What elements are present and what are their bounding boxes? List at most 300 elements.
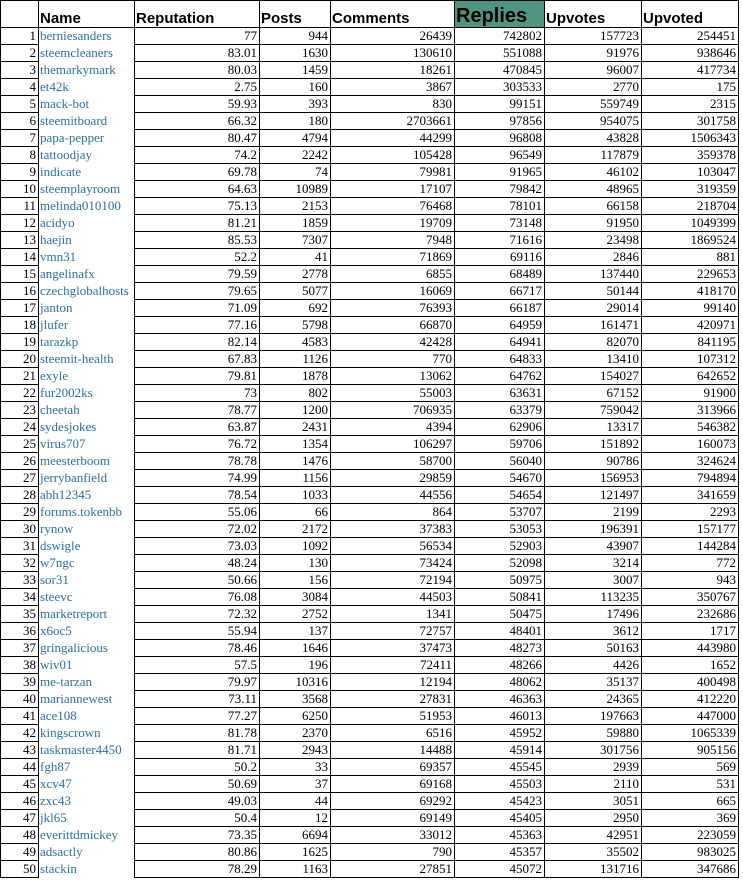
comments-cell: 69292 (331, 793, 455, 810)
user-name-link[interactable]: jkl65 (40, 810, 67, 825)
upvoted-cell: 369 (642, 810, 739, 827)
table-row (1, 181, 739, 198)
upvotes-cell: 117879 (545, 147, 642, 164)
reputation-cell: 79.97 (135, 674, 260, 691)
rank-cell: 50 (1, 861, 39, 878)
rank-cell: 24 (1, 419, 39, 436)
reputation-cell: 72.02 (135, 521, 260, 538)
user-name-link[interactable]: x6oc5 (40, 623, 72, 638)
user-name-link[interactable]: steemcleaners (40, 45, 113, 60)
reputation-cell: 85.53 (135, 232, 260, 249)
rank-cell: 18 (1, 317, 39, 334)
reputation-cell: 74.2 (135, 147, 260, 164)
table-row (1, 674, 739, 691)
table-row (1, 419, 739, 436)
posts-cell: 1878 (260, 368, 331, 385)
comments-cell: 37383 (331, 521, 455, 538)
rank-cell: 9 (1, 164, 39, 181)
rank-cell: 47 (1, 810, 39, 827)
comments-cell: 71869 (331, 249, 455, 266)
upvoted-cell: 157177 (642, 521, 739, 538)
reputation-cell: 80.03 (135, 62, 260, 79)
user-name-link[interactable]: kingscrown (40, 725, 101, 740)
upvoted-cell: 1717 (642, 623, 739, 640)
table-row (1, 96, 739, 113)
upvotes-cell: 3214 (545, 555, 642, 572)
replies-cell: 48062 (455, 674, 545, 691)
replies-cell: 69116 (455, 249, 545, 266)
table-row (1, 606, 739, 623)
user-name-link[interactable]: cheetah (40, 402, 80, 417)
upvoted-cell: 417734 (642, 62, 739, 79)
table-row (1, 759, 739, 776)
rank-cell: 35 (1, 606, 39, 623)
reputation-cell: 66.32 (135, 113, 260, 130)
upvotes-cell: 48965 (545, 181, 642, 198)
posts-cell: 1459 (260, 62, 331, 79)
comments-cell: 69168 (331, 776, 455, 793)
rank-cell: 19 (1, 334, 39, 351)
rank-cell: 8 (1, 147, 39, 164)
reputation-cell: 49.03 (135, 793, 260, 810)
reputation-cell: 81.71 (135, 742, 260, 759)
upvotes-cell: 154027 (545, 368, 642, 385)
upvotes-cell: 29014 (545, 300, 642, 317)
table-row (1, 232, 739, 249)
user-name-link[interactable]: sydesjokes (40, 419, 97, 434)
reputation-cell: 79.59 (135, 266, 260, 283)
table-row (1, 623, 739, 640)
user-name-link[interactable]: indicate (40, 164, 82, 179)
column-header-upvoted[interactable]: Upvoted (642, 1, 739, 28)
posts-cell: 393 (260, 96, 331, 113)
reputation-cell: 64.63 (135, 181, 260, 198)
rank-cell: 28 (1, 487, 39, 504)
replies-cell: 52098 (455, 555, 545, 572)
user-name-link[interactable]: steemitboard (40, 113, 108, 128)
posts-cell: 3568 (260, 691, 331, 708)
replies-cell: 45357 (455, 844, 545, 861)
user-name-link[interactable]: jlufer (40, 317, 69, 332)
reputation-cell: 79.65 (135, 283, 260, 300)
posts-cell: 1476 (260, 453, 331, 470)
reputation-cell: 81.21 (135, 215, 260, 232)
table-body (1, 28, 739, 878)
upvotes-cell: 2939 (545, 759, 642, 776)
posts-cell: 5798 (260, 317, 331, 334)
reputation-cell: 57.5 (135, 657, 260, 674)
rank-cell: 15 (1, 266, 39, 283)
reputation-cell: 78.78 (135, 453, 260, 470)
user-name-link[interactable]: dswigle (40, 538, 81, 553)
upvoted-cell: 1652 (642, 657, 739, 674)
upvotes-cell: 82070 (545, 334, 642, 351)
upvoted-cell: 772 (642, 555, 739, 572)
reputation-cell: 74.99 (135, 470, 260, 487)
reputation-cell: 77 (135, 28, 260, 45)
comments-cell: 706935 (331, 402, 455, 419)
upvoted-cell: 324624 (642, 453, 739, 470)
user-name-link[interactable]: steevc (40, 589, 73, 604)
upvoted-cell: 938646 (642, 45, 739, 62)
user-name-link[interactable]: taskmaster4450 (40, 742, 122, 757)
user-name-link[interactable]: mariannewest (40, 691, 113, 706)
user-name-link[interactable]: forums.tokenbb (40, 504, 122, 519)
upvoted-cell: 107312 (642, 351, 739, 368)
comments-cell: 130610 (331, 45, 455, 62)
replies-cell: 551088 (455, 45, 545, 62)
user-name-link[interactable]: sor31 (40, 572, 69, 587)
comments-cell: 69149 (331, 810, 455, 827)
table-row (1, 147, 739, 164)
user-name-link[interactable]: meesterboom (40, 453, 111, 468)
table-row (1, 283, 739, 300)
replies-cell: 46013 (455, 708, 545, 725)
comments-cell: 14488 (331, 742, 455, 759)
table-row (1, 249, 739, 266)
upvotes-cell: 559749 (545, 96, 642, 113)
posts-cell: 37 (260, 776, 331, 793)
posts-cell: 10989 (260, 181, 331, 198)
reputation-cell: 75.13 (135, 198, 260, 215)
posts-cell: 2172 (260, 521, 331, 538)
rank-cell: 46 (1, 793, 39, 810)
table-row (1, 351, 739, 368)
upvotes-cell: 43907 (545, 538, 642, 555)
replies-cell: 64833 (455, 351, 545, 368)
table-row (1, 45, 739, 62)
replies-cell: 50475 (455, 606, 545, 623)
replies-cell: 54654 (455, 487, 545, 504)
rank-cell: 49 (1, 844, 39, 861)
rank-cell: 26 (1, 453, 39, 470)
rank-cell: 3 (1, 62, 39, 79)
user-name-link[interactable]: acidyo (40, 215, 75, 230)
rank-cell: 33 (1, 572, 39, 589)
upvoted-cell: 99140 (642, 300, 739, 317)
column-header-replies-sorted[interactable]: Replies (455, 1, 545, 28)
user-name-link[interactable]: steemit-health (40, 351, 114, 366)
table-row (1, 198, 739, 215)
table-row (1, 521, 739, 538)
rank-cell: 6 (1, 113, 39, 130)
posts-cell: 944 (260, 28, 331, 45)
replies-cell: 97856 (455, 113, 545, 130)
posts-cell: 1092 (260, 538, 331, 555)
user-name-link[interactable]: rynow (40, 521, 74, 536)
replies-cell: 50975 (455, 572, 545, 589)
replies-cell: 742802 (455, 28, 545, 45)
upvotes-cell: 50163 (545, 640, 642, 657)
rank-cell: 25 (1, 436, 39, 453)
comments-cell: 106297 (331, 436, 455, 453)
user-name-link[interactable]: fgh87 (40, 759, 71, 774)
posts-cell: 41 (260, 249, 331, 266)
user-name-link[interactable]: papa-pepper (40, 130, 105, 145)
upvoted-cell: 359378 (642, 147, 739, 164)
user-name-link[interactable]: zxc43 (40, 793, 72, 808)
upvotes-cell: 24365 (545, 691, 642, 708)
user-name-link[interactable]: themarkymark (40, 62, 116, 77)
comments-cell: 18261 (331, 62, 455, 79)
replies-cell: 46363 (455, 691, 545, 708)
comments-cell: 16069 (331, 283, 455, 300)
upvoted-cell: 91900 (642, 385, 739, 402)
rank-cell: 42 (1, 725, 39, 742)
comments-cell: 76468 (331, 198, 455, 215)
reputation-cell: 48.24 (135, 555, 260, 572)
posts-cell: 1033 (260, 487, 331, 504)
upvotes-cell: 35137 (545, 674, 642, 691)
replies-cell: 68489 (455, 266, 545, 283)
posts-cell: 44 (260, 793, 331, 810)
column-header-reputation[interactable]: Reputation (135, 1, 260, 28)
comments-cell: 66870 (331, 317, 455, 334)
reputation-cell: 76.08 (135, 589, 260, 606)
user-name-link[interactable]: me-tarzan (40, 674, 92, 689)
comments-cell: 6855 (331, 266, 455, 283)
user-name-link[interactable]: ace108 (40, 708, 77, 723)
upvotes-cell: 4426 (545, 657, 642, 674)
reputation-cell: 55.06 (135, 504, 260, 521)
reputation-cell: 78.46 (135, 640, 260, 657)
comments-cell: 4394 (331, 419, 455, 436)
user-name-link[interactable]: angelinafx (40, 266, 95, 281)
rank-cell: 16 (1, 283, 39, 300)
posts-cell: 3084 (260, 589, 331, 606)
user-name-link[interactable]: wiv01 (40, 657, 73, 672)
posts-cell: 2943 (260, 742, 331, 759)
replies-cell: 56040 (455, 453, 545, 470)
user-name-link[interactable]: haejin (40, 232, 72, 247)
upvotes-cell: 91950 (545, 215, 642, 232)
rank-cell: 45 (1, 776, 39, 793)
replies-cell: 91965 (455, 164, 545, 181)
table-row (1, 640, 739, 657)
user-name-link[interactable]: marketreport (40, 606, 108, 621)
upvotes-cell: 90786 (545, 453, 642, 470)
upvoted-cell: 905156 (642, 742, 739, 759)
comments-cell: 72411 (331, 657, 455, 674)
table-row (1, 861, 739, 878)
user-name-link[interactable]: stackin (40, 861, 77, 876)
upvotes-cell: 50144 (545, 283, 642, 300)
posts-cell: 1163 (260, 861, 331, 878)
comments-cell: 69357 (331, 759, 455, 776)
upvotes-cell: 131716 (545, 861, 642, 878)
header-row (1, 1, 739, 28)
upvoted-cell: 1049399 (642, 215, 739, 232)
posts-cell: 692 (260, 300, 331, 317)
replies-cell: 45914 (455, 742, 545, 759)
upvotes-cell: 13317 (545, 419, 642, 436)
column-header-comments[interactable]: Comments (331, 1, 455, 28)
user-name-link[interactable]: steemplayroom (40, 181, 121, 196)
column-header-name[interactable]: Name (39, 1, 135, 28)
upvotes-cell: 2950 (545, 810, 642, 827)
user-name-link[interactable]: w7ngc (40, 555, 75, 570)
replies-cell: 48273 (455, 640, 545, 657)
upvotes-cell: 59880 (545, 725, 642, 742)
replies-cell: 96549 (455, 147, 545, 164)
upvotes-cell: 301756 (545, 742, 642, 759)
comments-cell: 44556 (331, 487, 455, 504)
upvotes-cell: 2770 (545, 79, 642, 96)
reputation-cell: 73.11 (135, 691, 260, 708)
comments-cell: 76393 (331, 300, 455, 317)
upvoted-cell: 443980 (642, 640, 739, 657)
upvoted-cell: 232686 (642, 606, 739, 623)
user-name-link[interactable]: berniesanders (40, 28, 112, 44)
reputation-cell: 2.75 (135, 79, 260, 96)
replies-cell: 64959 (455, 317, 545, 334)
reputation-cell: 50.2 (135, 759, 260, 776)
comments-cell: 790 (331, 844, 455, 861)
user-name-link[interactable]: fur2002ks (40, 385, 93, 400)
upvoted-cell: 350767 (642, 589, 739, 606)
upvotes-cell: 157723 (545, 28, 642, 45)
rank-cell: 5 (1, 96, 39, 113)
reputation-cell: 71.09 (135, 300, 260, 317)
posts-cell: 4583 (260, 334, 331, 351)
replies-cell: 63379 (455, 402, 545, 419)
user-name-link[interactable]: janton (40, 300, 73, 315)
rank-cell: 4 (1, 79, 39, 96)
upvoted-cell: 418170 (642, 283, 739, 300)
posts-cell: 10316 (260, 674, 331, 691)
replies-cell: 66187 (455, 300, 545, 317)
upvotes-cell: 3007 (545, 572, 642, 589)
reputation-cell: 80.86 (135, 844, 260, 861)
reputation-cell: 78.77 (135, 402, 260, 419)
upvoted-cell: 983025 (642, 844, 739, 861)
replies-cell: 59706 (455, 436, 545, 453)
replies-cell: 96808 (455, 130, 545, 147)
user-name-link[interactable]: adsactly (40, 844, 83, 859)
comments-cell: 42428 (331, 334, 455, 351)
upvoted-cell: 841195 (642, 334, 739, 351)
user-name-link[interactable]: tattoodjay (40, 147, 92, 162)
replies-cell: 45363 (455, 827, 545, 844)
rank-cell: 10 (1, 181, 39, 198)
upvoted-cell: 218704 (642, 198, 739, 215)
user-name-link[interactable]: exyle (40, 368, 69, 383)
upvoted-cell: 420971 (642, 317, 739, 334)
replies-cell: 71616 (455, 232, 545, 249)
rank-cell: 48 (1, 827, 39, 844)
table-row (1, 776, 739, 793)
rank-cell: 2 (1, 45, 39, 62)
rank-cell: 43 (1, 742, 39, 759)
posts-cell: 137 (260, 623, 331, 640)
column-header-upvotes[interactable]: Upvotes (545, 1, 642, 28)
rank-cell: 31 (1, 538, 39, 555)
table-row (1, 538, 739, 555)
upvotes-cell: 46102 (545, 164, 642, 181)
user-name-link[interactable]: tarazkp (40, 334, 79, 349)
upvoted-cell: 1065339 (642, 725, 739, 742)
comments-cell: 17107 (331, 181, 455, 198)
replies-cell: 45503 (455, 776, 545, 793)
rank-cell: 23 (1, 402, 39, 419)
user-name-link[interactable]: et42k (40, 79, 69, 94)
reputation-cell: 83.01 (135, 45, 260, 62)
upvotes-cell: 113235 (545, 589, 642, 606)
upvotes-cell: 43828 (545, 130, 642, 147)
upvoted-cell: 400498 (642, 674, 739, 691)
reputation-cell: 72.32 (135, 606, 260, 623)
posts-cell: 4794 (260, 130, 331, 147)
upvotes-cell: 23498 (545, 232, 642, 249)
user-name-link[interactable]: virus707 (40, 436, 86, 451)
user-name-link[interactable]: abh12345 (40, 487, 92, 502)
posts-cell: 6250 (260, 708, 331, 725)
rank-cell: 1 (1, 28, 39, 45)
user-name-link[interactable]: vmn31 (40, 249, 77, 264)
posts-cell: 180 (260, 113, 331, 130)
user-name-link[interactable]: mack-bot (40, 96, 90, 111)
replies-cell: 66717 (455, 283, 545, 300)
upvotes-cell: 156953 (545, 470, 642, 487)
replies-cell: 48401 (455, 623, 545, 640)
rank-cell: 38 (1, 657, 39, 674)
rank-cell: 44 (1, 759, 39, 776)
upvoted-cell: 794894 (642, 470, 739, 487)
posts-cell: 1156 (260, 470, 331, 487)
replies-cell: 470845 (455, 62, 545, 79)
upvotes-cell: 196391 (545, 521, 642, 538)
rank-cell: 36 (1, 623, 39, 640)
comments-cell: 2703661 (331, 113, 455, 130)
user-name-link[interactable]: everittdmickey (40, 827, 118, 842)
reputation-cell: 59.93 (135, 96, 260, 113)
user-name-link[interactable]: xcv47 (40, 776, 72, 791)
upvoted-cell: 103047 (642, 164, 739, 181)
replies-cell: 64762 (455, 368, 545, 385)
user-name-link[interactable]: jerrybanfield (40, 470, 108, 485)
user-name-link[interactable]: gringalicious (40, 640, 108, 655)
table-row (1, 402, 739, 419)
reputation-cell: 73 (135, 385, 260, 402)
posts-cell: 2242 (260, 147, 331, 164)
comments-cell: 7948 (331, 232, 455, 249)
user-name-link[interactable]: czechglobalhosts (40, 283, 129, 298)
rank-cell: 12 (1, 215, 39, 232)
comments-cell: 27831 (331, 691, 455, 708)
rank-cell: 20 (1, 351, 39, 368)
user-name-link[interactable]: melinda010100 (40, 198, 121, 213)
rank-cell: 13 (1, 232, 39, 249)
upvoted-cell: 1869524 (642, 232, 739, 249)
upvoted-cell: 447000 (642, 708, 739, 725)
table-row (1, 657, 739, 674)
upvotes-cell: 161471 (545, 317, 642, 334)
upvotes-cell: 954075 (545, 113, 642, 130)
table-row (1, 504, 739, 521)
table-row (1, 62, 739, 79)
upvoted-cell: 412220 (642, 691, 739, 708)
upvoted-cell: 1506343 (642, 130, 739, 147)
replies-cell: 48266 (455, 657, 545, 674)
replies-cell: 73148 (455, 215, 545, 232)
table-row (1, 28, 739, 45)
posts-cell: 7307 (260, 232, 331, 249)
upvoted-cell: 160073 (642, 436, 739, 453)
column-header-posts[interactable]: Posts (260, 1, 331, 28)
reputation-cell: 79.81 (135, 368, 260, 385)
comments-cell: 6516 (331, 725, 455, 742)
reputation-cell: 77.16 (135, 317, 260, 334)
